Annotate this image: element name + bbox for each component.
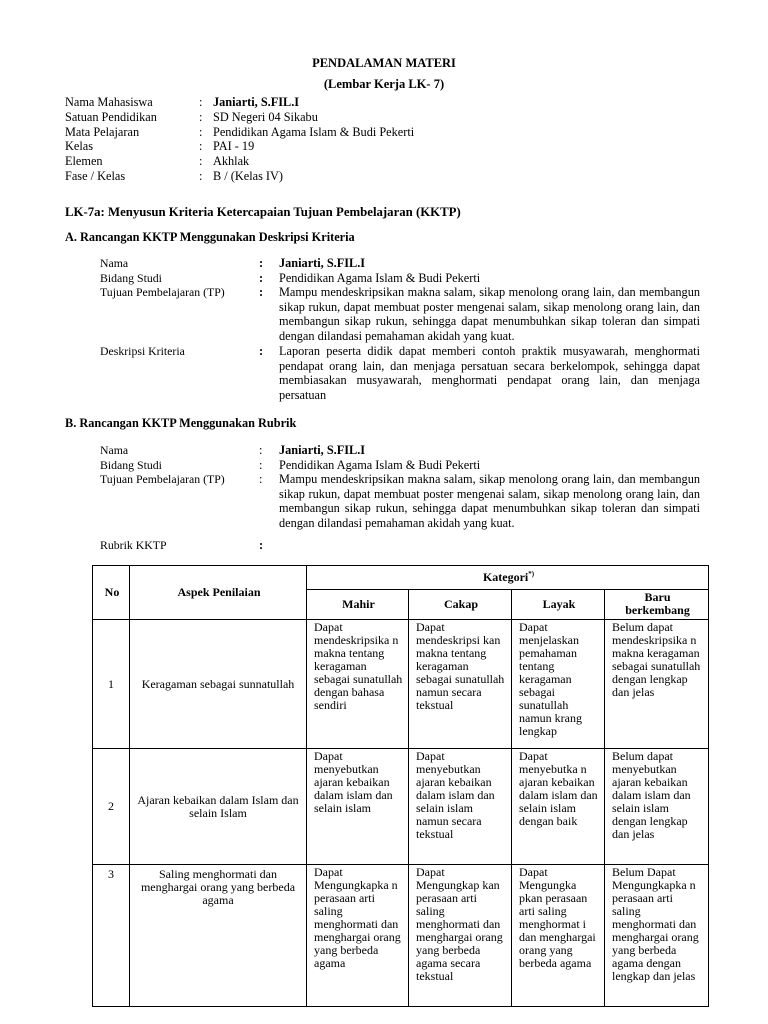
header-no: No: [93, 566, 130, 620]
colon: :: [259, 538, 264, 552]
row-layak: Dapat Mengungka pkan perasaan arti saling menghormat i dan menghargai orang yang berbeda agama: [512, 865, 605, 1007]
identity-value: PAI - 19: [213, 139, 255, 154]
field-label: Bidang Studi: [100, 457, 162, 472]
identity-label: Satuan Pendidikan: [65, 109, 157, 124]
table-row: [93, 749, 709, 865]
identity-value: B / (Kelas IV): [213, 168, 284, 183]
rubric-table: [92, 565, 709, 1007]
field-label: Nama: [100, 256, 129, 270]
colon: :: [259, 472, 263, 486]
row-baru: Belum Dapat Mengungkapka n perasaan arti saling menghormati dan menghargai orang yang berbeda agama dengan lengkap dan jelas: [605, 865, 709, 1007]
section-a: [100, 256, 700, 402]
identity-block: [65, 95, 663, 184]
row-no: 2: [93, 749, 130, 865]
row-baru: Belum dapat mendeskripsika n makna keragaman sebagai sunatullah dengan lengkap dan jelas: [605, 620, 709, 749]
section-a-nama: [100, 256, 700, 271]
colon: :: [259, 256, 264, 270]
row-no: 1: [93, 620, 130, 749]
header-kategori: Kategori*): [307, 566, 709, 590]
row-mahir: Dapat mendeskripsika n makna tentang keragaman sebagai sunatullah dengan bahasa sendiri: [307, 620, 409, 749]
identity-row-fase: [65, 169, 663, 184]
colon: :: [199, 168, 203, 183]
kategori-footnote-mark: *): [528, 569, 535, 578]
identity-row-elemen: [65, 154, 663, 169]
identity-value: Akhlak: [213, 154, 250, 169]
field-label: Deskripsi Kriteria: [100, 344, 185, 358]
identity-label: Elemen: [65, 154, 103, 169]
section-a-heading: A. Rancangan KKTP Menggunakan Deskripsi Kriteria: [65, 230, 355, 244]
field-label: Tujuan Pembelajaran (TP): [100, 285, 225, 299]
colon: :: [199, 124, 203, 139]
header-baru-berkembang: Baru berkembang: [605, 590, 709, 620]
identity-row-satuan: [65, 110, 663, 125]
field-label: Rubrik KKTP: [100, 538, 167, 552]
row-no: 3: [93, 865, 130, 1007]
header-cakap: Cakap: [409, 590, 512, 620]
identity-label: Kelas: [65, 139, 93, 154]
page-title: PENDALAMAN MATERI: [312, 56, 456, 70]
row-mahir: Dapat Mengungkapka n perasaan arti saling menghormati dan menghargai orang yang berbeda agama: [307, 865, 409, 1007]
colon: :: [199, 95, 203, 109]
field-label: Tujuan Pembelajaran (TP): [100, 472, 225, 486]
row-cakap: Dapat Mengungkap kan perasaan arti saling menghormati dan menghargai orang yang berbeda agama secara tekstual: [409, 865, 512, 1007]
field-value: Mampu mendeskripsikan makna salam, sikap menolong orang lain, dan membangun sikap rukun, dapat membuat poster mengenai salam, sikap menolong orang lain, dan membangun sikap rukun, sehingga dapat menumbuhkan sikap toleran dan simpati dengan dilandasi pemahaman akidah yang kuat.: [279, 285, 700, 343]
identity-row-nama: [65, 95, 663, 110]
row-mahir: Dapat menyebutkan ajaran kebaikan dalam islam dan selain islam: [307, 749, 409, 865]
section-b-tp: [100, 472, 700, 530]
row-aspek: Keragaman sebagai sunnatullah: [130, 620, 307, 749]
field-value: Janiarti, S.FIL.I: [279, 443, 366, 457]
section-b: [100, 443, 700, 553]
colon: :: [259, 457, 263, 472]
identity-value: Pendidikan Agama Islam & Budi Pekerti: [213, 124, 415, 139]
row-cakap: Dapat mendeskripsi kan makna tentang keragaman sebagai sunatullah namun secara tekstual: [409, 620, 512, 749]
colon: :: [199, 154, 203, 169]
page-subtitle: (Lembar Kerja LK- 7): [323, 77, 445, 91]
field-value: [279, 538, 700, 553]
identity-row-kelas: [65, 139, 663, 154]
colon: :: [199, 139, 203, 154]
table-row: [93, 620, 709, 749]
row-layak: Dapat menjelaskan pemahaman tentang keragaman sebagai sunatullah namun krang lengkap: [512, 620, 605, 749]
identity-label: Mata Pelajaran: [65, 124, 140, 139]
header-mahir: Mahir: [307, 590, 409, 620]
section-a-tp: [100, 285, 700, 343]
row-cakap: Dapat menyebutkan ajaran kebaikan dalam islam dan selain islam namun secara tekstual: [409, 749, 512, 865]
section-b-bidang: [100, 458, 700, 473]
field-label: Nama: [100, 443, 129, 457]
section-b-heading: B. Rancangan KKTP Menggunakan Rubrik: [65, 416, 297, 430]
field-value: Laporan peserta didik dapat memberi contoh praktik musyawarah, menghormati pendapat orang lain, dan menjaga persatuan secara berkelompok, sehingga dapat membiasakan musyawarah, menghormati pendapat orang lain, dan menjaga persatuan: [279, 344, 700, 402]
table-row: [93, 865, 709, 1007]
identity-label: Nama Mahasiswa: [65, 95, 153, 109]
identity-row-mapel: [65, 125, 663, 140]
section-b-nama: [100, 443, 700, 458]
field-value: Janiarti, S.FIL.I: [279, 256, 366, 270]
section-a-deskripsi: [100, 344, 700, 402]
section-b-rubrik: [100, 538, 700, 553]
field-value: Mampu mendeskripsikan makna salam, sikap menolong orang lain, dan membangun sikap rukun, dapat membuat poster mengenai salam, sikap menolong orang lain, dan membangun sikap rukun, sehingga dapat menumbuhkan sikap toleran dan simpati dengan dilandasi pemahaman akidah yang kuat.: [279, 472, 700, 530]
identity-value: SD Negeri 04 Sikabu: [213, 109, 318, 124]
row-layak: Dapat menyebutka n ajaran kebaikan dalam islam dan selain islam dengan baik: [512, 749, 605, 865]
header-layak: Layak: [512, 590, 605, 620]
header-aspek: Aspek Penilaian: [130, 566, 307, 620]
section-a-bidang: [100, 271, 700, 286]
row-baru: Belum dapat menyebutkan ajaran kebaikan dalam islam dan selain islam dengan lengkap dan jelas: [605, 749, 709, 865]
field-value: Pendidikan Agama Islam & Budi Pekerti: [279, 270, 481, 285]
colon: :: [259, 285, 264, 299]
identity-value: Janiarti, S.FIL.I: [213, 95, 300, 109]
field-value: Pendidikan Agama Islam & Budi Pekerti: [279, 457, 481, 472]
colon: :: [259, 344, 264, 358]
row-aspek: Saling menghormati dan menghargai orang yang berbeda agama: [130, 865, 307, 1007]
colon: :: [259, 270, 264, 285]
colon: :: [199, 109, 203, 124]
identity-label: Fase / Kelas: [65, 168, 126, 183]
lk7a-heading: LK-7a: Menyusun Kriteria Ketercapaian Tujuan Pembelajaran (KKTP): [65, 205, 461, 219]
colon: :: [259, 443, 263, 457]
row-aspek: Ajaran kebaikan dalam Islam dan selain Islam: [130, 749, 307, 865]
field-label: Bidang Studi: [100, 270, 162, 285]
